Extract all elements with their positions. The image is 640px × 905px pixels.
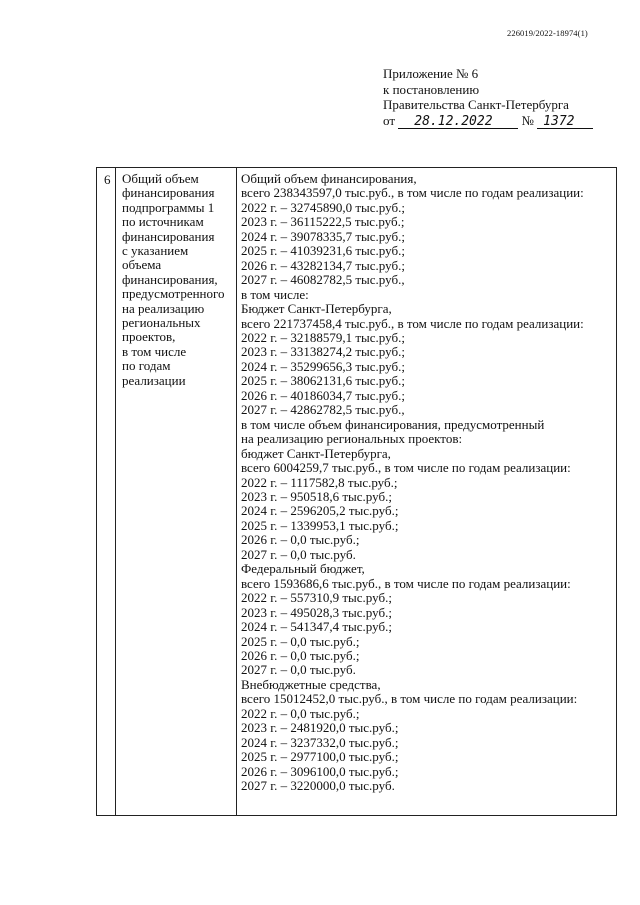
- content-line: в том числе:: [241, 286, 309, 302]
- label-line: в том числе: [122, 343, 187, 359]
- label-line: по источникам: [122, 214, 204, 230]
- content-line: Бюджет Санкт-Петербурга,: [241, 301, 392, 317]
- label-line: на реализацию: [122, 300, 205, 316]
- label-line: предусмотренного: [122, 286, 225, 302]
- resolution-number: 1372: [537, 115, 593, 129]
- document-registration-number: 226019/2022-18974(1): [507, 28, 588, 38]
- table-row-number: 6: [104, 172, 111, 187]
- content-line: 2024 г. – 541347,4 тыс.руб.;: [241, 619, 392, 635]
- label-line: Общий объем: [122, 171, 199, 186]
- content-line: 2027 г. – 42862782,5 тыс.руб.,: [241, 402, 405, 418]
- content-line: бюджет Санкт-Петербурга,: [241, 445, 391, 461]
- label-line: финансирования: [122, 228, 215, 244]
- label-line: по годам: [122, 358, 171, 374]
- content-line: 2022 г. – 1117582,8 тыс.руб.;: [241, 474, 398, 490]
- content-line: 2025 г. – 1339953,1 тыс.руб.;: [241, 517, 399, 533]
- content-line: всего 1593686,6 тыс.руб., в том числе по годам реализации:: [241, 575, 571, 591]
- content-line: 2023 г. – 36115222,5 тыс.руб.;: [241, 214, 405, 230]
- content-line: 2025 г. – 41039231,6 тыс.руб.;: [241, 243, 405, 259]
- number-prefix: №: [521, 112, 534, 128]
- appendix-title: Приложение № 6: [383, 66, 479, 81]
- appendix-resolution-ref: к постановлению: [383, 81, 480, 97]
- content-line: Федеральный бюджет,: [241, 561, 365, 577]
- content-line: 2026 г. – 40186034,7 тыс.руб.;: [241, 387, 405, 403]
- content-line: всего 238343597,0 тыс.руб., в том числе по годам реализации:: [241, 185, 584, 201]
- content-line: 2025 г. – 2977100,0 тыс.руб.;: [241, 749, 399, 765]
- label-line: объема: [122, 257, 162, 273]
- label-line: реализации: [122, 372, 186, 388]
- content-line: 2024 г. – 35299656,3 тыс.руб.;: [241, 358, 405, 374]
- content-line: 2027 г. – 46082782,5 тыс.руб.,: [241, 272, 405, 288]
- content-line: 2022 г. – 0,0 тыс.руб.;: [241, 705, 360, 721]
- table-label-cell: [122, 172, 234, 388]
- content-line: 2022 г. – 32188579,1 тыс.руб.;: [241, 329, 405, 345]
- content-line: Внебюджетные средства,: [241, 676, 381, 692]
- label-line: проектов,: [122, 329, 176, 345]
- content-line: 2027 г. – 0,0 тыс.руб.: [241, 546, 356, 562]
- content-line: 2023 г. – 495028,3 тыс.руб.;: [241, 604, 392, 620]
- content-line: 2027 г. – 0,0 тыс.руб.: [241, 662, 356, 678]
- content-line: 2024 г. – 39078335,7 тыс.руб.;: [241, 228, 405, 244]
- resolution-date: 28.12.2022: [398, 115, 518, 129]
- content-line: Общий объем финансирования,: [241, 171, 417, 186]
- content-line: 2026 г. – 43282134,7 тыс.руб.;: [241, 257, 405, 273]
- label-line: региональных: [122, 315, 201, 331]
- table-divider: [236, 168, 237, 815]
- content-line: всего 6004259,7 тыс.руб., в том числе по годам реализации:: [241, 460, 571, 476]
- content-line: всего 15012452,0 тыс.руб., в том числе по годам реализации:: [241, 691, 578, 707]
- appendix-government: Правительства Санкт-Петербурга: [383, 97, 569, 112]
- date-prefix: от: [383, 112, 396, 128]
- content-line: 2023 г. – 2481920,0 тыс.руб.;: [241, 720, 399, 736]
- content-line: 2024 г. – 2596205,2 тыс.руб.;: [241, 503, 399, 519]
- label-line: финансирования: [122, 185, 215, 201]
- table-content-cell: [241, 172, 616, 793]
- content-line: на реализацию региональных проектов:: [241, 431, 463, 447]
- content-line: 2027 г. – 3220000,0 тыс.руб.: [241, 778, 395, 794]
- content-line: 2025 г. – 38062131,6 тыс.руб.;: [241, 373, 405, 389]
- content-line: 2022 г. – 32745890,0 тыс.руб.;: [241, 199, 405, 215]
- appendix-header: [383, 66, 593, 129]
- label-line: подпрограммы 1: [122, 199, 215, 215]
- label-line: финансирования,: [122, 271, 218, 287]
- content-line: 2026 г. – 0,0 тыс.руб.;: [241, 647, 360, 663]
- content-line: 2022 г. – 557310,9 тыс.руб.;: [241, 590, 392, 606]
- content-line: 2023 г. – 950518,6 тыс.руб.;: [241, 488, 392, 504]
- content-line: 2026 г. – 0,0 тыс.руб.;: [241, 532, 360, 548]
- content-line: в том числе объем финансирования, предусмотренный: [241, 416, 545, 432]
- content-line: 2023 г. – 33138274,2 тыс.руб.;: [241, 344, 405, 360]
- content-line: 2024 г. – 3237332,0 тыс.руб.;: [241, 734, 399, 750]
- content-line: всего 221737458,4 тыс.руб., в том числе по годам реализации:: [241, 315, 584, 331]
- appendix-date-number-line: [383, 113, 593, 129]
- content-line: 2025 г. – 0,0 тыс.руб.;: [241, 633, 360, 649]
- content-line: 2026 г. – 3096100,0 тыс.руб.;: [241, 763, 399, 779]
- table-divider: [115, 168, 116, 815]
- label-line: с указанием: [122, 243, 189, 259]
- financing-table: [96, 167, 617, 816]
